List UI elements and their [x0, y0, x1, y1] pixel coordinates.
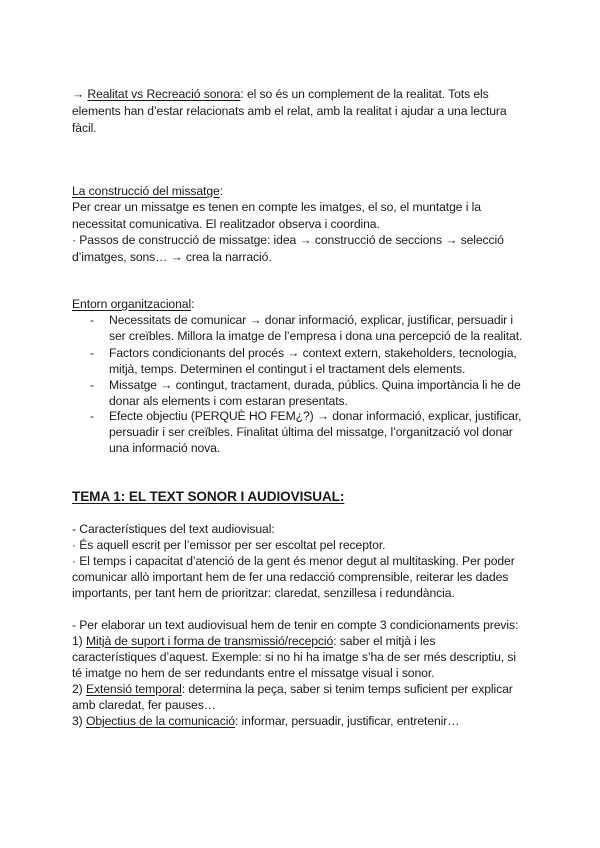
condition-1-term: Mitjà de suport i forma de transmissió/recepció — [85, 634, 334, 648]
realitat-line-3: fàcil. — [72, 121, 97, 135]
realitat-term: Realitat vs Recreació sonora — [87, 87, 241, 101]
condition-2-number: 2) — [72, 682, 86, 696]
tema1-p1-line-4: comunicar allò important hem de fer una redacció comprensible, reiterar les dades — [72, 570, 509, 584]
condition-2-line-1 — [72, 681, 513, 698]
tema1-p1-line-3: · El temps i capacitat d’atenció de la gent és menor degut al multitasking. Per poder — [72, 554, 515, 568]
condition-3-line-1 — [72, 713, 459, 730]
list-bullet: - — [90, 346, 95, 360]
construccio-line-1: Per crear un missatge es tenen en compte les imatges, el so, el muntatge i la — [72, 200, 481, 214]
entorn-title-colon: : — [191, 297, 195, 311]
construccio-title-colon: : — [219, 184, 223, 198]
list-bullet: - — [90, 409, 95, 423]
tema1-p1-line-2: · És aquell escrit per l’emissor per ser escoltat pel receptor. — [72, 538, 386, 552]
entorn-title — [72, 296, 194, 313]
list-item-4-line-1: Efecte objectiu (PERQUÈ HO FEM¿?) → donar informació, explicar, justificar, — [109, 409, 522, 423]
condition-3-text: : informar, persuadir, justificar, entretenir… — [234, 714, 460, 728]
list-item-4-line-2: persuadir i ser creïbles. Finalitat última del missatge, l’organització vol donar — [109, 425, 513, 439]
list-item-3-line-2: donar als elements i com estaran presentats. — [109, 394, 348, 408]
condition-1-line-2: característiques d’aquest. Exemple: si no hi ha imatge s’ha de ser més descriptiu, si — [72, 650, 517, 664]
list-bullet: - — [90, 378, 95, 392]
condition-1-line-1 — [72, 633, 435, 650]
tema1-heading: TEMA 1: EL TEXT SONOR I AUDIOVISUAL: — [72, 489, 345, 504]
list-item-2-line-2: mitjà, temps. Determinen el contingut i el tractament dels elements. — [109, 362, 466, 376]
construccio-line-2: necessitat comunicativa. El realitzador observa i coordina. — [72, 217, 380, 231]
list-item-3-line-1: Missatge → contingut, tractament, durada, públics. Quina importància li he de — [109, 378, 521, 392]
construccio-title — [72, 183, 223, 200]
list-item-4-line-3: una informació nova. — [109, 441, 221, 455]
construccio-line-4: d’imatges, sons… → crea la narració. — [72, 250, 272, 264]
list-bullet: - — [90, 313, 95, 327]
condition-1-number: 1) — [72, 634, 86, 648]
list-item-2-line-1: Factors condicionants del procés → context extern, stakeholders, tecnologia, — [109, 346, 517, 360]
realitat-text: : el so és un complement de la realitat. Tots els — [240, 87, 489, 101]
realitat-line-2: elements han d’estar relacionats amb el relat, amb la realitat i ajudar a una lectura — [72, 104, 507, 118]
condition-2-line-2: amb claredat, fer pauses… — [72, 698, 216, 712]
condition-2-term: Extensió temporal — [85, 682, 182, 696]
condition-1-text: : saber el mitjà i les — [333, 634, 436, 648]
tema1-p1-line-1: - Característiques del text audiovisual: — [72, 522, 275, 536]
entorn-title-text: Entorn organitzacional — [72, 297, 192, 311]
realitat-line-1 — [72, 86, 489, 103]
tema1-p2-intro: - Per elaborar un text audiovisual hem de tenir en compte 3 condicionaments previs: — [72, 618, 519, 632]
list-item-1-line-1: Necessitats de comunicar → donar informació, explicar, justificar, persuadir i — [109, 313, 514, 327]
condition-1-line-3: té imatge no hem de ser redundants entre el missatge visual i sonor. — [72, 666, 435, 680]
condition-3-term: Objectius de la comunicació — [85, 714, 235, 728]
list-item-1-line-2: ser creïbles. Millora la imatge de l’empresa i dona una percepció de la realitat. — [109, 329, 523, 343]
condition-2-text: : determina la peça, saber si tenim temps suficient per explicar — [181, 682, 513, 696]
tema1-p1-line-5: importants, per tant hem de prioritzar: claredat, senzillesa i redundància. — [72, 586, 455, 600]
arrow-glyph: → — [72, 87, 88, 101]
construccio-title-text: La construcció del missatge — [72, 184, 220, 198]
condition-3-number: 3) — [72, 714, 86, 728]
construccio-line-3: · Passos de construcció de missatge: idea → construcció de seccions → selecció — [72, 233, 504, 247]
